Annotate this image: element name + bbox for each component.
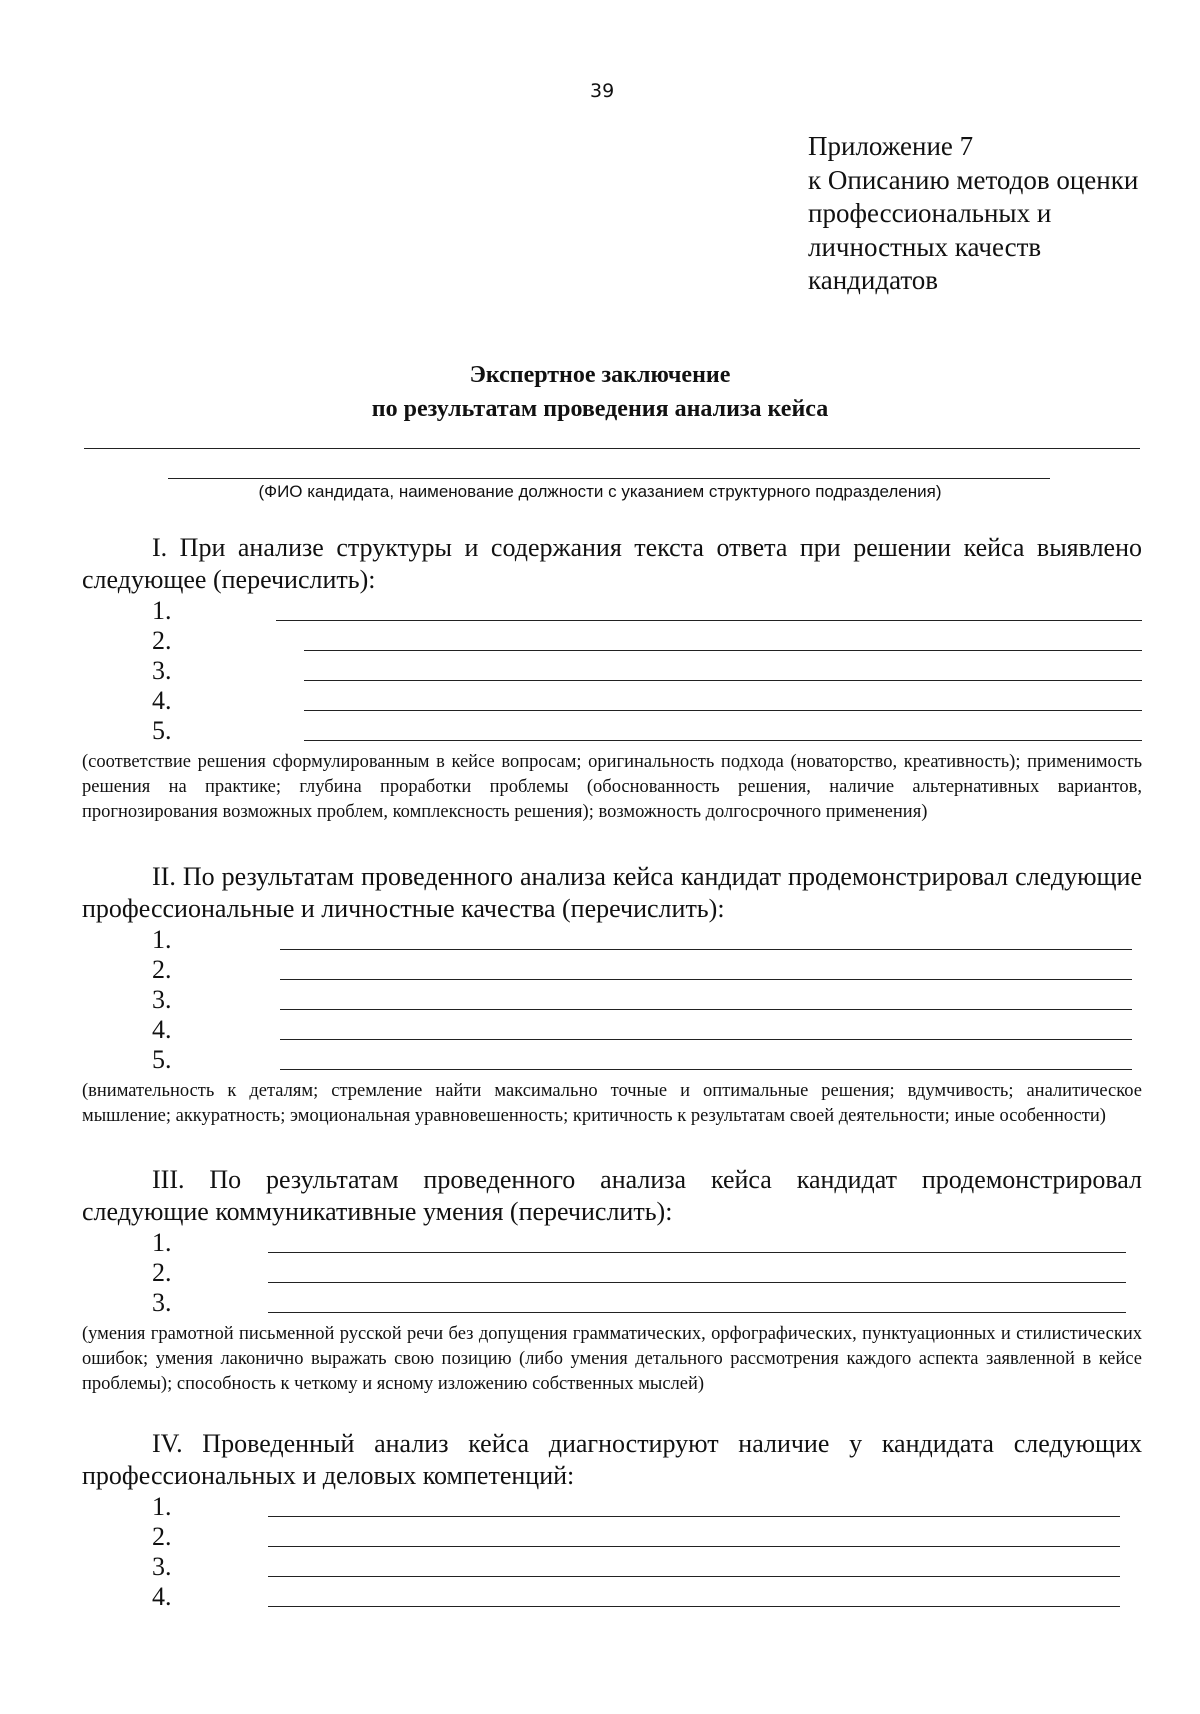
item-number: 4. <box>152 686 172 715</box>
candidate-caption: (ФИО кандидата, наименование должности с указанием структурного подразделения) <box>258 482 942 501</box>
item-number: 2. <box>152 626 172 655</box>
item-number: 3. <box>152 1552 172 1581</box>
list-item <box>82 1552 1142 1582</box>
item-number: 1. <box>152 1492 172 1521</box>
section-intro: IV. Проведенный анализ кейса диагностируют наличие у кандидата следующих профессиональных и деловых компетенций: <box>82 1429 1142 1490</box>
list-item <box>82 985 1142 1015</box>
answer-list <box>82 1492 1142 1612</box>
answer-list <box>82 1228 1142 1318</box>
item-number: 4. <box>152 1582 172 1611</box>
item-number: 1. <box>152 596 172 625</box>
appendix-reference <box>808 130 1138 298</box>
item-number: 3. <box>152 1288 172 1317</box>
item-number: 2. <box>152 1258 172 1287</box>
candidate-fill-line-2[interactable] <box>168 478 1050 479</box>
answer-line[interactable] <box>304 740 1142 741</box>
appendix-line: профессиональных и <box>808 198 1052 228</box>
candidate-fill-line-1[interactable] <box>84 448 1140 449</box>
answer-line[interactable] <box>268 1312 1126 1313</box>
answer-line[interactable] <box>268 1606 1120 1607</box>
section-1 <box>82 532 1142 825</box>
page-number: 39 <box>590 80 615 102</box>
title-line-2: по результатам проведения анализа кейса <box>371 396 829 422</box>
item-number: 4. <box>152 1015 172 1044</box>
answer-line[interactable] <box>268 1282 1126 1283</box>
list-item <box>82 925 1142 955</box>
section-3 <box>82 1164 1142 1397</box>
answer-line[interactable] <box>268 1516 1120 1517</box>
list-item <box>82 1015 1142 1045</box>
list-item <box>82 1228 1142 1258</box>
appendix-line: к Описанию методов оценки <box>808 164 1139 195</box>
item-number: 3. <box>152 656 172 685</box>
title-line-1: Экспертное заключение <box>469 362 731 388</box>
list-item <box>82 1522 1142 1552</box>
item-number: 5. <box>152 716 172 745</box>
document-title <box>0 358 1200 426</box>
answer-line[interactable] <box>268 1576 1120 1577</box>
answer-line[interactable] <box>304 710 1142 711</box>
answer-line[interactable] <box>280 1009 1132 1010</box>
answer-line[interactable] <box>280 1039 1132 1040</box>
answer-line[interactable] <box>280 1069 1132 1070</box>
list-item <box>82 716 1142 746</box>
item-number: 3. <box>152 985 172 1014</box>
item-number: 1. <box>152 925 172 954</box>
section-4 <box>82 1428 1142 1612</box>
appendix-line: Приложение 7 <box>808 131 974 161</box>
list-item <box>82 1258 1142 1288</box>
list-item <box>82 1582 1142 1612</box>
item-number: 5. <box>152 1045 172 1074</box>
section-note: (внимательность к деталям; стремление найти максимально точные и оптимальные решения; вдумчивость; аналитическое мышление; аккуратность; эмоциональная уравновешенность; критичность к результатам своей деятельности; иные особенности) <box>82 1081 1142 1126</box>
answer-list <box>82 925 1142 1075</box>
answer-list <box>82 596 1142 746</box>
section-intro: II. По результатам проведенного анализа кейса кандидат продемонстрировал следующие профессиональные и личностные качества (перечислить): <box>82 862 1142 923</box>
section-2 <box>82 861 1142 1129</box>
list-item <box>82 596 1142 626</box>
item-number: 2. <box>152 1522 172 1551</box>
appendix-line: личностных качеств <box>808 231 1042 262</box>
answer-line[interactable] <box>268 1252 1126 1253</box>
list-item <box>82 686 1142 716</box>
list-item <box>82 955 1142 985</box>
section-note: (соответствие решения сформулированным в кейсе вопросам; оригинальность подхода (новаторство, креативность); применимость решения на практике; глубина проработки проблемы (обоснованность решения, наличие альтернативных вариантов, прогнозирования возможных проблем, комплексность решения); возможность долгосрочного применения) <box>82 752 1142 822</box>
section-intro: III. По результатам проведенного анализа кейса кандидат продемонстрировал следующие коммуникативные умения (перечислить): <box>82 1165 1142 1226</box>
answer-line[interactable] <box>276 620 1142 621</box>
answer-line[interactable] <box>304 680 1142 681</box>
item-number: 1. <box>152 1228 172 1257</box>
section-note: (умения грамотной письменной русской речи без допущения грамматических, орфографических, пунктуационных и стилистических ошибок; умения лаконично выражать свою позицию (либо умения детального рассмотрения каждого аспекта заявленной в кейсе проблемы); способность к четкому и ясному изложению собственных мыслей) <box>82 1324 1142 1394</box>
list-item <box>82 656 1142 686</box>
answer-line[interactable] <box>280 949 1132 950</box>
item-number: 2. <box>152 955 172 984</box>
list-item <box>82 626 1142 656</box>
section-intro: I. При анализе структуры и содержания текста ответа при решении кейса выявлено следующее (перечислить): <box>82 533 1142 594</box>
answer-line[interactable] <box>304 650 1142 651</box>
list-item <box>82 1288 1142 1318</box>
answer-line[interactable] <box>280 979 1132 980</box>
list-item <box>82 1045 1142 1075</box>
answer-line[interactable] <box>268 1546 1120 1547</box>
list-item <box>82 1492 1142 1522</box>
appendix-line: кандидатов <box>808 265 939 295</box>
